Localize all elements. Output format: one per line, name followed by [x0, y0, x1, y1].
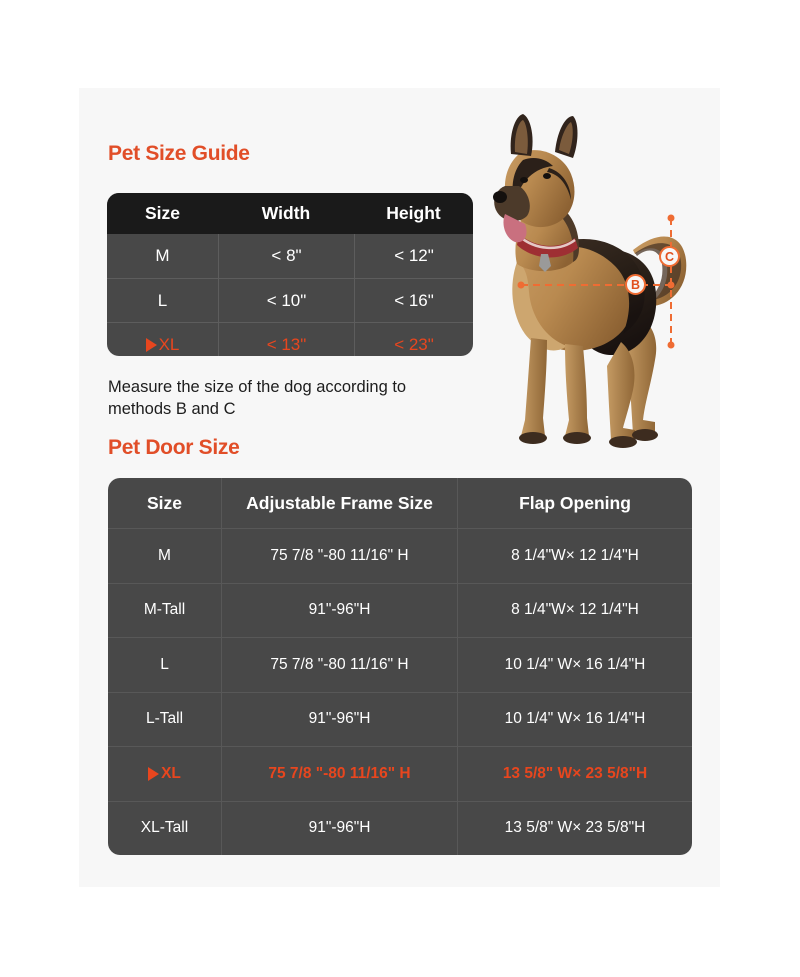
- cell-flap: 8 1/4"W× 12 1/4"H: [457, 529, 692, 583]
- cell-flap: 10 1/4" W× 16 1/4"H: [457, 693, 692, 747]
- cell-size-label: XL: [161, 764, 181, 782]
- cell-frame: 75 7/8 "-80 11/16" H: [221, 638, 457, 692]
- cell-size: L: [157, 290, 168, 310]
- table-row: [108, 637, 692, 692]
- cell-frame: 75 7/8 "-80 11/16" H: [221, 747, 457, 801]
- table-row: [107, 278, 473, 322]
- size-guide-panel: [79, 88, 720, 887]
- cell-size: L: [160, 655, 169, 673]
- table-row-highlighted: [108, 746, 692, 801]
- cell-height: < 16": [354, 279, 473, 322]
- cell-flap: 13 5/8" W× 23 5/8"H: [457, 747, 692, 801]
- table-row-highlighted: [107, 322, 473, 356]
- cell-flap: 13 5/8" W× 23 5/8"H: [457, 802, 692, 856]
- cell-width: < 10": [218, 279, 354, 322]
- german-shepherd-dog-image: [483, 102, 698, 454]
- cell-size: [107, 323, 218, 356]
- cell-size-label: XL: [158, 334, 180, 354]
- cell-frame: 91"-96"H: [221, 693, 457, 747]
- pet-door-size-title: Pet Door Size: [108, 436, 240, 459]
- table-row: [108, 692, 692, 747]
- column-header-adjustable-frame-size: Adjustable Frame Size: [221, 478, 457, 528]
- cell-width: < 8": [218, 234, 354, 278]
- table-header-row: [108, 478, 692, 528]
- cell-frame: 91"-96"H: [221, 584, 457, 638]
- table-row: [108, 583, 692, 638]
- column-header-flap-opening: Flap Opening: [457, 478, 692, 528]
- dog-measurement-illustration: [483, 102, 698, 454]
- table-row: [108, 528, 692, 583]
- measurement-label-c: C: [659, 246, 680, 267]
- cell-size: M-Tall: [143, 601, 186, 619]
- column-header-size: Size: [144, 203, 181, 223]
- pet-size-guide-table: [107, 193, 473, 356]
- cell-size: L-Tall: [145, 710, 184, 728]
- cell-size: [108, 747, 221, 801]
- cell-frame: 75 7/8 "-80 11/16" H: [221, 529, 457, 583]
- cell-size: XL-Tall: [140, 819, 189, 837]
- selected-row-arrow-icon: [146, 338, 157, 352]
- table-header-row: [107, 193, 473, 234]
- pet-size-guide-title: Pet Size Guide: [108, 142, 250, 165]
- cell-frame: 91"-96"H: [221, 802, 457, 856]
- measure-instruction-text: Measure the size of the dog according to methods B and C: [108, 378, 407, 418]
- table-row: [107, 234, 473, 278]
- cell-width: < 13": [218, 323, 354, 356]
- cell-height: < 12": [354, 234, 473, 278]
- column-header-width: Width: [261, 203, 311, 223]
- cell-size: M: [158, 546, 171, 564]
- cell-height: < 23": [354, 323, 473, 356]
- measurement-label-b: B: [625, 274, 646, 295]
- table-row: [108, 801, 692, 856]
- cell-size: M: [155, 246, 170, 265]
- cell-flap: 10 1/4" W× 16 1/4"H: [457, 638, 692, 692]
- selected-row-arrow-icon: [148, 767, 159, 781]
- pet-door-size-table: [108, 478, 692, 855]
- column-header-height: Height: [386, 203, 441, 223]
- cell-flap: 8 1/4"W× 12 1/4"H: [457, 584, 692, 638]
- column-header-size: Size: [146, 492, 183, 513]
